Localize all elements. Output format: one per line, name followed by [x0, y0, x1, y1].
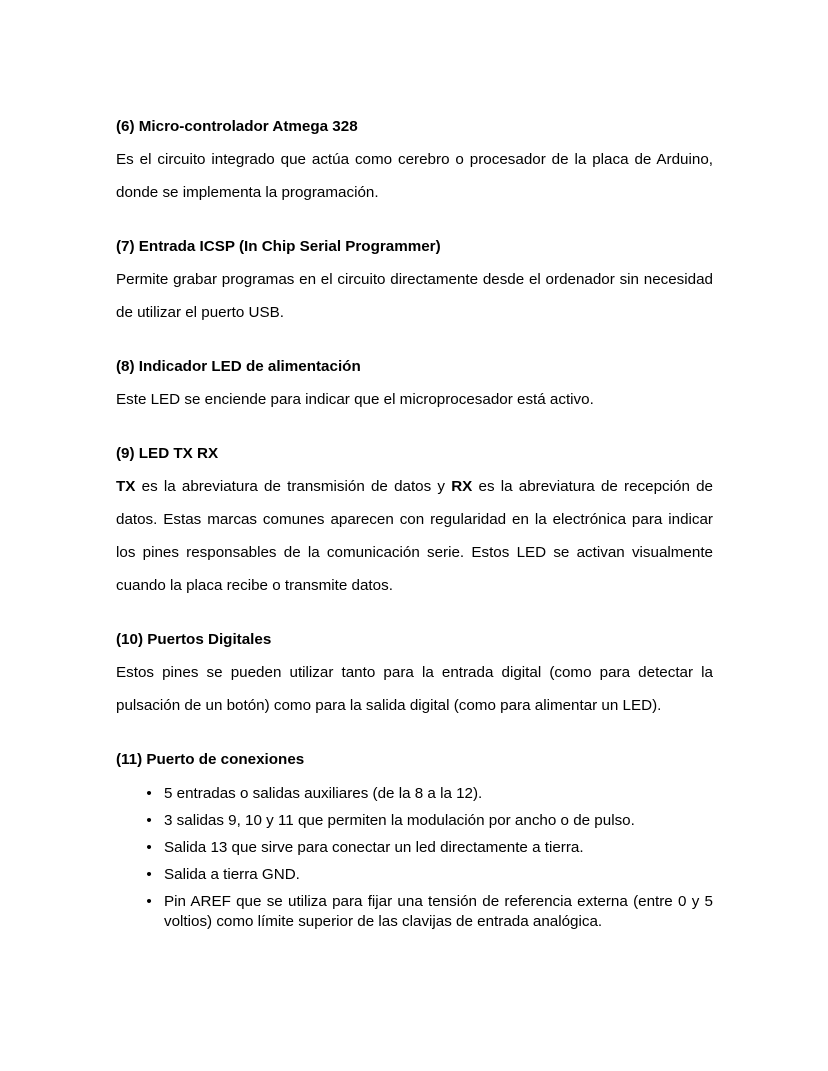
section-8-heading: (8) Indicador LED de alimentación	[116, 358, 361, 375]
section-9	[116, 444, 713, 602]
tx-term: TX	[116, 478, 136, 495]
bullet-icon: •	[146, 893, 152, 910]
section-9-text-b: es la abreviatura de recepción de datos. Estas marcas comunes aparecen con regularidad en la electrónica para indicar los pines responsables de la comunicación serie. Estos LED se activan visualmente cuando la placa recibe o transmite datos.	[116, 478, 713, 594]
section-6-text: Es el circuito integrado que actúa como cerebro o procesador de la placa de Arduino, donde se implementa la programación.	[116, 151, 713, 201]
list-item-text: 3 salidas 9, 10 y 11 que permiten la modulación por ancho o de pulso.	[164, 812, 635, 829]
bullet-icon: •	[146, 839, 152, 856]
connections-list	[116, 784, 713, 932]
bullet-icon: •	[146, 866, 152, 883]
section-6-heading: (6) Micro-controlador Atmega 328	[116, 118, 358, 135]
section-7-text: Permite grabar programas en el circuito directamente desde el ordenador sin necesidad de utilizar el puerto USB.	[116, 271, 713, 321]
list-item	[116, 811, 713, 831]
list-item	[116, 838, 713, 858]
section-6	[116, 117, 713, 209]
document-content	[116, 117, 713, 939]
list-item-text: Salida a tierra GND.	[164, 866, 300, 883]
list-item-text: Pin AREF que se utiliza para fijar una tensión de referencia externa (entre 0 y 5 voltios) como límite superior de las clavijas de entrada analógica.	[164, 893, 713, 930]
rx-term: RX	[451, 478, 473, 495]
list-item	[116, 865, 713, 885]
section-7-heading: (7) Entrada ICSP (In Chip Serial Programmer)	[116, 238, 441, 255]
section-9-heading: (9) LED TX RX	[116, 445, 219, 462]
section-8	[116, 357, 713, 416]
section-10	[116, 630, 713, 722]
section-7	[116, 237, 713, 329]
section-8-text: Este LED se enciende para indicar que el microprocesador está activo.	[116, 391, 594, 408]
section-9-text-a: es la abreviatura de transmisión de datos y	[135, 478, 452, 495]
section-9-text	[116, 470, 713, 602]
list-item	[116, 892, 713, 932]
section-11	[116, 750, 713, 932]
section-11-heading: (11) Puerto de conexiones	[116, 751, 305, 768]
list-item	[116, 784, 713, 804]
bullet-icon: •	[146, 785, 152, 802]
list-item-text: 5 entradas o salidas auxiliares (de la 8 a la 12).	[164, 785, 483, 802]
list-item-text: Salida 13 que sirve para conectar un led directamente a tierra.	[164, 839, 584, 856]
bullet-icon: •	[146, 812, 152, 829]
section-10-text: Estos pines se pueden utilizar tanto para la entrada digital (como para detectar la pulsación de un botón) como para la salida digital (como para alimentar un LED).	[116, 664, 713, 714]
section-10-heading: (10) Puertos Digitales	[116, 631, 272, 648]
